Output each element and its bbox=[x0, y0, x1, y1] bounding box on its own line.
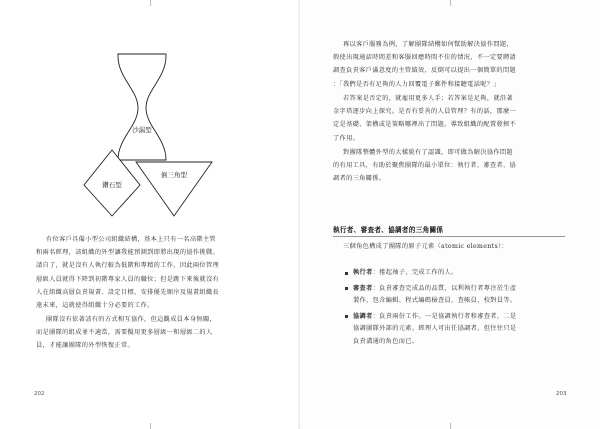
page-number-left: 202 bbox=[34, 391, 45, 397]
crop-mark bbox=[150, 0, 151, 6]
text-line: 定是基礎、架構或是策略哪裡出了問題，導致組織的配置發揮不 bbox=[333, 121, 517, 129]
left-paragraph-1 bbox=[36, 233, 219, 312]
page-number-right: 203 bbox=[556, 391, 567, 397]
text-line: 假使出現通話時間差和客服回應時間不佳的情況，不一定要聘請 bbox=[333, 54, 517, 62]
text-line: 金字塔逐步向上探究。是否有妥善的人員管理？有的話，那麼一 bbox=[333, 108, 517, 116]
text-line: 請自了，就是沒有人執行較為低階和專精的工作，因此兩位管理 bbox=[36, 262, 220, 270]
text-line: 而是團隊的組成並不適當，需要擬用更多層級一和層級二的人 bbox=[36, 329, 213, 337]
role-desc: 負責溝通的角色而已。 bbox=[353, 337, 419, 345]
text-line: 和兩名經理，該組織的外型讓我能預測到即將出現的協作挑戰。 bbox=[36, 249, 220, 257]
list-item bbox=[345, 283, 516, 308]
text-line: 層級人員就得下降到初階專家人員的職位；但是跳下來後就沒有 bbox=[36, 275, 220, 283]
crop-mark bbox=[450, 0, 451, 6]
role-desc: ：負責審查完成品的品質，以利執行者專注於生產 bbox=[372, 284, 517, 292]
crop-mark bbox=[150, 423, 151, 429]
role-term: 協調者 bbox=[353, 312, 373, 320]
role-desc: 協調團隊外部的元素。經理人可出任協調者，但往往只是 bbox=[353, 325, 517, 333]
role-term: 執行者 bbox=[353, 269, 373, 276]
role-term: 審查者 bbox=[353, 284, 373, 292]
text-line: ：「我們是否有足夠的人力回覆電子郵件和接聽電話呢？」 bbox=[333, 80, 500, 88]
list-item bbox=[345, 267, 516, 280]
right-paragraph-2 bbox=[333, 92, 516, 145]
section-heading: 執行者、審查者、協調者的三角關係 bbox=[333, 226, 444, 234]
text-line: 人在組織高層負責規畫、設定目標，安排優先順序及規畫組織長 bbox=[36, 288, 220, 296]
role-desc: 製作，包含編輯、程式編碼檢查員，查帳員，校對員等。 bbox=[353, 297, 517, 305]
text-line: 有位客戶具備小型公司組織結構，基本上只有一名高階主管 bbox=[46, 236, 216, 243]
text-line: 若答案是否定的，就雇用更多人手；若答案是足夠，就沿著 bbox=[343, 95, 513, 102]
text-line: 再以客戶服務為例，了解團隊結構如何幫助解決協作問題， bbox=[343, 41, 513, 48]
hourglass-label: 沙漏型 bbox=[132, 126, 152, 134]
text-line: 了作用。 bbox=[333, 134, 360, 142]
text-line: 三個角色構成了團隊的原子元素（atomic elements）： bbox=[343, 243, 508, 250]
text-line: 遠未來，這就使得組織十分必要的工作。 bbox=[36, 302, 154, 310]
left-paragraph-2 bbox=[36, 313, 216, 353]
crop-mark bbox=[450, 423, 451, 429]
right-paragraph-3 bbox=[333, 146, 516, 186]
hourglass-shape bbox=[118, 54, 166, 160]
inverted-triangle-label: 倒三角型 bbox=[161, 171, 187, 179]
role-desc: ：負責兩份工作。一是協調執行者和審查者，二是 bbox=[372, 312, 517, 320]
right-paragraph-1 bbox=[333, 38, 516, 91]
diamond-label: 鑽石型 bbox=[102, 181, 122, 189]
role-desc: ：捲起袖子，完成工作的人。 bbox=[372, 269, 458, 276]
text-line: 對團隊整體外型的大樣貌有了認識，即可做為解決協作問題 bbox=[343, 149, 513, 156]
roles-list bbox=[345, 267, 516, 349]
right-page bbox=[300, 0, 600, 429]
text-line: 調者的三角關係。 bbox=[333, 175, 386, 183]
text-line: 調查負責客戶滿意度的主管績效，反倒可以提出一個簡單的問題 bbox=[333, 67, 517, 75]
text-line: 員，才能讓團隊的外型恢復正常。 bbox=[36, 342, 135, 350]
team-shape-diagram bbox=[80, 48, 220, 218]
list-item bbox=[345, 311, 516, 349]
text-line: 的有用工具，有助於聚焦團隊的最小單位：執行者、審查者、協 bbox=[333, 162, 517, 170]
heading-underline bbox=[333, 236, 565, 237]
intro-line bbox=[333, 240, 508, 253]
text-line: 團隊沒有依著該有的方式相互協作，但這觀成員本身無關， bbox=[46, 316, 216, 323]
